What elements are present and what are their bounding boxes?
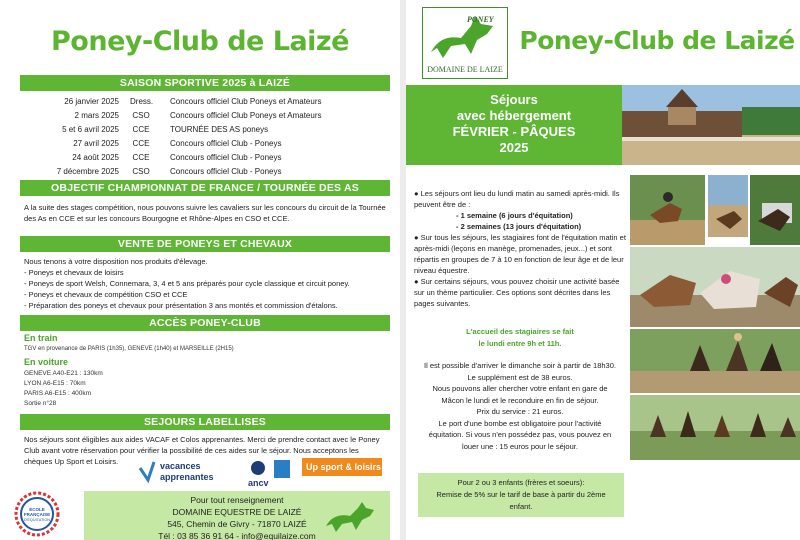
- event-title: Concours officiel Club - Poneys: [170, 153, 282, 162]
- up-sport-logo: Up sport & loisirs: [302, 458, 382, 476]
- event-row: [20, 151, 390, 165]
- event-code: CSO: [132, 111, 150, 120]
- bullet-item: ● Sur tous les séjours, les stagiaires font de l'équitation matin et après-midi (leçons en manège, promenades, jeux...) et sont répartis en groupes de 7 à 10 en fonction de leur âge et de leur niveau équestre.: [414, 233, 626, 275]
- accueil-line: le lundi entre 9h et 11h.: [478, 339, 562, 348]
- event-date: 27 avril 2025: [73, 139, 119, 148]
- vacances-text: vacances: [160, 461, 201, 471]
- svg-text:ÉCOLE: ÉCOLE: [29, 507, 45, 512]
- accueil-line: L'accueil des stagiaires se fait: [466, 327, 574, 336]
- sejour-banner: [406, 85, 622, 165]
- photo-ponies: [630, 247, 800, 327]
- remise-line: Remise de 5% sur le tarif de base à partir du 2ème: [436, 490, 606, 499]
- accueil-text: [414, 326, 626, 350]
- remise-box: [418, 473, 624, 517]
- voiture-line: GENEVE A40-E21 : 130km: [24, 370, 103, 377]
- ancv-logo: [246, 458, 294, 488]
- event-date: 7 décembre 2025: [56, 167, 119, 176]
- objectif-heading: OBJECTIF CHAMPIONNAT DE FRANCE / TOURNÉE DES AS: [20, 180, 390, 196]
- sejours-text: Nos séjours sont éligibles aux aides VACAF et Colos apprenantes. Merci de prendre contact avec le Poney Club avant votre réservation pour vérifier la possibilité de ces aides sur le séjour. Nous acceptons les chèques Up Sport et Loisirs.: [24, 435, 380, 466]
- contact-line: DOMAINE EQUESTRE DE LAIZÉ: [172, 507, 302, 517]
- vacances-apprenantes-logo: [138, 458, 222, 484]
- svg-text:PONEY: PONEY: [467, 15, 494, 24]
- sejour-line: FÉVRIER - PÂQUES: [452, 124, 576, 139]
- contact-line: Pour tout renseignement: [190, 495, 284, 505]
- photo-riders: [630, 329, 800, 393]
- sejour-line: 2025: [499, 140, 529, 155]
- photo-lesson: [708, 175, 748, 237]
- arena-photo: [622, 85, 800, 165]
- train-text: TGV en provenance de PARIS (1h35), GENEVE (1h40) et MARSEILLE (2H15): [24, 346, 234, 352]
- vente-item: - Poneys et chevaux de loisirs: [24, 268, 124, 277]
- bullet-text: Les séjours ont lieu du lundi matin au samedi après-midi. Ils peuvent être de :: [414, 189, 620, 209]
- vente-item: - Poneys de sport Welsh, Connemara, 3, 4 et 5 ans préparés pour cycle classique et circuit poney.: [24, 279, 350, 288]
- info-line: Mâcon le lundi et le reconduire en fin de séjour.: [441, 395, 599, 405]
- horse-logo: [322, 500, 382, 534]
- vente-intro: Nous tenons à votre disposition nos produits d'élevage.: [24, 257, 208, 266]
- saison-heading: SAISON SPORTIVE 2025 à LAIZÉ: [20, 75, 390, 91]
- events-list: [20, 95, 390, 179]
- svg-text:FRANÇAISE: FRANÇAISE: [23, 512, 51, 517]
- page-title-right: Poney-Club de Laizé: [519, 26, 795, 55]
- photo-cross-country: [750, 175, 800, 245]
- train-label: En train: [24, 333, 58, 343]
- vente-item: - Préparation des poneys et chevaux pour présentation 3 ans montés et commission d'étalons.: [24, 301, 338, 310]
- info-line: Le supplément est de 38 euros.: [467, 372, 573, 382]
- vente-heading: VENTE DE PONEYS ET CHEVAUX: [20, 236, 390, 252]
- event-code: CCE: [132, 139, 150, 148]
- event-row: [20, 123, 390, 137]
- vente-item: - Poneys et chevaux de compétition CSO et CCE: [24, 290, 188, 299]
- sejours-heading: SEJOURS LABELLISES: [20, 414, 390, 430]
- event-date: 2 mars 2025: [74, 111, 119, 120]
- ancv-text: ancv: [248, 478, 269, 488]
- event-date: 24 août 2025: [72, 153, 119, 162]
- voiture-line: LYON A6-E15 : 70km: [24, 380, 86, 387]
- photo-collage: [630, 175, 800, 460]
- event-code: CSO: [132, 167, 150, 176]
- remise-line: enfant.: [509, 502, 533, 511]
- right-page: [406, 0, 800, 540]
- ecole-francaise-logo: [14, 491, 60, 537]
- svg-text:D'ÉQUITATION: D'ÉQUITATION: [23, 518, 51, 522]
- event-row: [20, 95, 390, 109]
- sejour-line: Séjours: [490, 92, 538, 107]
- info-line: équitation. Si vous n'en possédez pas, vous pouvez en: [428, 430, 612, 439]
- info-line: louer une : 15 euros pour le séjour.: [462, 441, 578, 451]
- event-date: 5 et 6 avril 2025: [62, 125, 119, 134]
- contact-line: 545, Chemin de Givry - 71870 LAIZÉ: [167, 519, 307, 529]
- objectif-text: A la suite des stages compétition, nous pouvons suivre les cavaliers sur les concours du circuit de la Tournée des As en CCE et sur les concours Bourgogne et Rhône-Alpes en CSO et CCE.: [24, 203, 386, 223]
- event-title: TOURNÉE DES AS poneys: [170, 125, 269, 134]
- event-title: Concours officiel Club Poneys et Amateurs: [170, 97, 322, 106]
- event-title: Concours officiel Club Poneys et Amateurs: [170, 111, 322, 120]
- contact-line: Tél : 03 85 36 91 64 - info@equilaize.com: [158, 531, 316, 540]
- event-code: CCE: [132, 153, 150, 162]
- event-date: 26 janvier 2025: [64, 97, 119, 106]
- event-code: CCE: [132, 125, 150, 134]
- event-title: Concours officiel Club - Poneys: [170, 167, 282, 176]
- photo-trail: [630, 395, 800, 460]
- domaine-logo: [422, 7, 508, 79]
- voiture-line: Sortie n°28: [24, 400, 57, 407]
- bullet-item: ● Les séjours ont lieu du lundi matin au samedi après-midi. Ils peuvent être de :: [414, 189, 620, 209]
- photo-jump: [630, 175, 705, 245]
- option-item: - 2 semaines (13 jours d'équitation): [456, 222, 582, 231]
- voiture-line: PARIS A6-E15 : 400km: [24, 390, 92, 397]
- acces-heading: ACCÈS PONEY-CLUB: [20, 315, 390, 331]
- event-row: [20, 165, 390, 179]
- sejour-line: avec hébergement: [456, 108, 572, 123]
- voiture-label: En voiture: [24, 357, 69, 367]
- info-text: [414, 360, 626, 452]
- info-line: Nous pouvons aller chercher votre enfant en gare de: [432, 384, 608, 393]
- sejour-info-list: [414, 188, 626, 309]
- event-row: [20, 109, 390, 123]
- voiture-lines: [24, 369, 103, 409]
- event-title: Concours officiel Club - Poneys: [170, 139, 282, 148]
- event-code: Dress.: [130, 97, 154, 106]
- bullet-item: ● Sur certains séjours, vous pouvez choisir une activité basée sur un thème particulier. Ces options sont décrites dans les pages suivantes.: [414, 277, 620, 308]
- option-item: - 1 semaine (6 jours d'équitation): [456, 211, 573, 220]
- info-line: Il est possible d'arriver le dimanche soir à partir de 18h30.: [424, 361, 616, 370]
- event-row: [20, 137, 390, 151]
- svg-text:apprenantes: apprenantes: [160, 472, 214, 482]
- page-title: Poney-Club de Laizé: [51, 26, 349, 57]
- bullet-text: Sur certains séjours, vous pouvez choisir une activité basée sur un thème particulier. Ces options sont décrites dans les pages suivantes.: [414, 277, 620, 308]
- logo-caption: DOMAINE DE LAIZE: [427, 65, 503, 74]
- bullet-text: Sur tous les séjours, les stagiaires font de l'équitation matin et après-midi (leçons en manège, promenades, jeux...) et sont répartis en groupes de 7 à 10 en fonction de leur âge et de leur niveau équestre.: [414, 233, 626, 275]
- info-line: Prix du service : 21 euros.: [476, 407, 564, 416]
- vente-text: [24, 256, 388, 311]
- remise-line: Pour 2 ou 3 enfants (frères et soeurs):: [457, 478, 585, 487]
- info-line: Le port d'une bombe est obligatoire pour l'activité: [438, 418, 602, 428]
